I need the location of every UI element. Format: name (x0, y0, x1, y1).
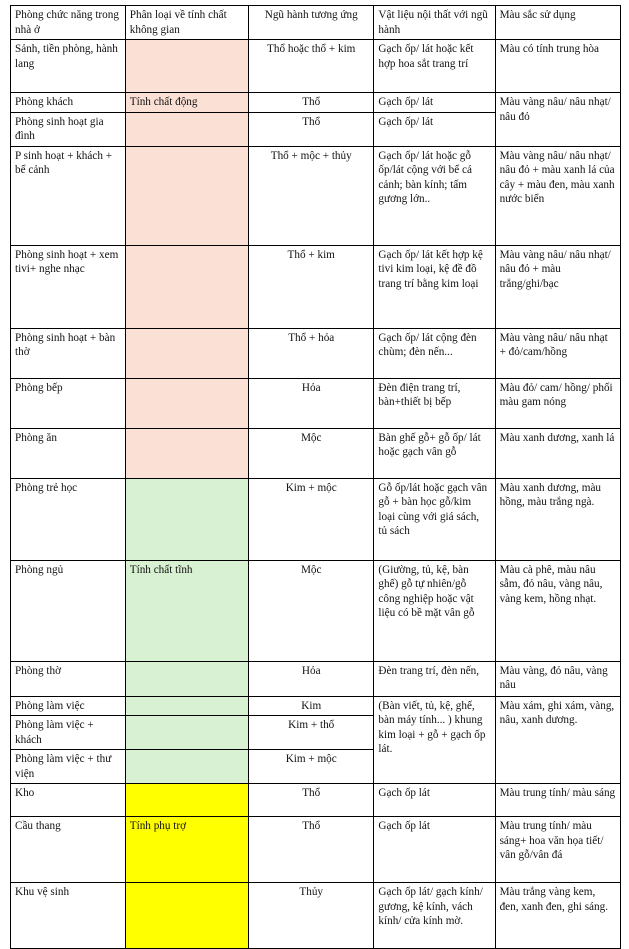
element-cell: Mộc (249, 428, 374, 478)
element-cell: Thổ (249, 93, 374, 113)
color-cell: Màu trắng vàng kem, đen, xanh đen, ghi sáng. (495, 883, 620, 949)
header-material: Vật liệu nội thất với ngũ hành (374, 6, 495, 40)
material-cell: Gạch ốp/ lát cộng đèn chùm; đèn nến... (374, 328, 495, 378)
room-cell: Phòng bếp (11, 378, 126, 428)
table-row (11, 40, 621, 93)
color-cell: Màu đỏ/ cam/ hồng/ phối màu gam nóng (495, 378, 620, 428)
room-cell: Phòng làm việc + thư viện (11, 750, 126, 784)
color-cell: Màu xanh dương, màu hồng, màu trắng ngà. (495, 478, 620, 560)
room-cell: Kho (11, 784, 126, 817)
element-cell: Thổ hoặc thổ + kim (249, 40, 374, 93)
room-cell: Phòng ăn (11, 428, 126, 478)
element-cell: Thổ + kim (249, 245, 374, 328)
material-cell: Gạch ốp/ lát hoặc gỗ ốp/lát cộng với bể cá cảnh; bàn kính; tấm gương lớn.. (374, 146, 495, 245)
classification-cell (125, 328, 248, 378)
table-row (11, 661, 621, 696)
material-cell: Gạch ốp/ lát hoặc kết hợp hoa sắt trang trí (374, 40, 495, 93)
element-cell: Thủy (249, 883, 374, 949)
element-cell: Hỏa (249, 378, 374, 428)
room-cell: Phòng thờ (11, 661, 126, 696)
group-label-static: Tính chất tĩnh (129, 563, 193, 576)
material-cell: Gạch ốp/ lát kết hợp kệ tivi kim loại, kệ đề đồ trang trí bằng kim loại (374, 245, 495, 328)
classification-cell (125, 478, 248, 560)
element-cell: Kim + mộc (249, 750, 374, 784)
room-cell: Cầu thang (11, 817, 126, 883)
classification-cell (125, 696, 248, 716)
room-cell: Phòng ngủ (11, 560, 126, 661)
material-cell: Đèn điện trang trí, bàn+thiết bị bếp (374, 378, 495, 428)
material-cell: Gạch ốp lát/ gạch kính/ gương, kệ kính, vách kính/ cửa kính mờ. (374, 883, 495, 949)
group-label-dynamic: Tính chất động (129, 96, 198, 108)
feng-shui-room-table (10, 5, 621, 949)
room-cell: P sinh hoạt + khách + bể cảnh (11, 146, 126, 245)
classification-cell (125, 245, 248, 328)
element-cell: Kim + thổ (249, 716, 374, 750)
element-cell: Kim (249, 696, 374, 716)
table-row (11, 378, 621, 428)
color-cell: Màu trung tính/ màu sáng+ hoa văn họa tiết/ vân gỗ/vân đá (495, 817, 620, 883)
table-row (11, 428, 621, 478)
color-cell: Màu xanh dương, xanh lá (495, 428, 620, 478)
table-row (11, 93, 621, 113)
classification-cell (125, 883, 248, 949)
table-row (11, 478, 621, 560)
classification-cell (125, 661, 248, 696)
classification-cell (125, 784, 248, 817)
room-cell: Khu vệ sinh (11, 883, 126, 949)
classification-cell (125, 817, 248, 883)
material-cell: Bàn ghế gỗ+ gỗ ốp/ lát hoặc gạch vân gỗ (374, 428, 495, 478)
header-row (11, 6, 621, 40)
table-row (11, 883, 621, 949)
color-cell: Màu cà phê, màu nâu sẫm, đỏ nâu, vàng nâu, vàng kem, hồng nhạt. (495, 560, 620, 661)
classification-cell (125, 112, 248, 146)
material-cell: Đèn trang trí, đèn nến, (374, 661, 495, 696)
room-cell: Phòng khách (11, 93, 126, 113)
table-row (11, 696, 621, 716)
room-cell: Phòng sinh hoạt + xem tivi+ nghe nhạc (11, 245, 126, 328)
classification-cell (125, 378, 248, 428)
room-cell: Phòng làm việc + khách (11, 716, 126, 750)
classification-cell (125, 716, 248, 750)
header-classification: Phân loại về tính chất không gian (125, 6, 248, 40)
table-row (11, 245, 621, 328)
room-cell: Sảnh, tiền phòng, hành lang (11, 40, 126, 93)
header-element: Ngũ hành tương ứng (249, 6, 374, 40)
color-cell: Màu vàng nâu/ nâu nhạt/ nâu đỏ + màu xanh lá của cây + màu đen, màu xanh nước biển (495, 146, 620, 245)
classification-cell (125, 40, 248, 93)
color-cell: Màu có tính trung hòa (495, 40, 620, 93)
material-cell: (Bàn viết, tủ, kệ, ghế, bàn máy tính... ) khung kim loại + gỗ + gạch ốp lát. (374, 696, 495, 784)
table-row (11, 146, 621, 245)
table-row (11, 560, 621, 661)
group-label-auxiliary: Tính phụ trợ (129, 820, 187, 832)
element-cell: Thổ + mộc + thủy (249, 146, 374, 245)
table-row (11, 784, 621, 817)
classification-cell (125, 146, 248, 245)
room-cell: Phòng sinh hoạt + bàn thờ (11, 328, 126, 378)
color-cell: Màu xám, ghi xám, vàng, nâu, xanh dương. (495, 696, 620, 784)
table-row (11, 328, 621, 378)
room-cell: Phòng sinh hoạt gia đình (11, 112, 126, 146)
color-cell: Màu trung tính/ màu sáng (495, 784, 620, 817)
element-cell: Thổ + hỏa (249, 328, 374, 378)
element-cell: Hỏa (249, 661, 374, 696)
material-cell: Gỗ ốp/lát hoặc gạch vân gỗ + bàn học gỗ/kim loại cùng với giá sách, tủ sách (374, 478, 495, 560)
element-cell: Kim + mộc (249, 478, 374, 560)
classification-cell (125, 750, 248, 784)
element-cell: Thổ (249, 817, 374, 883)
table-row (11, 817, 621, 883)
color-cell: Màu vàng, đỏ nâu, vàng nâu (495, 661, 620, 696)
header-room: Phòng chức năng trong nhà ở (11, 6, 126, 40)
room-cell: Phòng làm việc (11, 696, 126, 716)
element-cell: Mộc (249, 560, 374, 661)
room-cell: Phòng trẻ học (11, 478, 126, 560)
classification-cell (125, 560, 248, 661)
material-cell: Gạch ốp lát (374, 817, 495, 883)
color-cell: Màu vàng nâu/ nâu nhạt/ nâu đỏ (495, 93, 620, 147)
color-cell: Màu vàng nâu/ nâu nhạt/ nâu đỏ + màu trắng/ghi/bạc (495, 245, 620, 328)
element-cell: Thổ (249, 112, 374, 146)
element-cell: Thổ (249, 784, 374, 817)
material-cell: Gạch ốp/ lát (374, 112, 495, 146)
material-cell: Gạch ốp/ lát (374, 93, 495, 113)
classification-cell (125, 93, 248, 113)
classification-cell (125, 428, 248, 478)
color-cell: Màu vàng nâu/ nâu nhạt + đỏ/cam/hồng (495, 328, 620, 378)
material-cell: (Giường, tủ, kệ, bàn ghế) gỗ tự nhiên/gỗ công nghiệp hoặc vật liệu có bề mặt vân gỗ (374, 560, 495, 661)
material-cell: Gạch ốp lát (374, 784, 495, 817)
header-color: Màu sắc sử dụng (495, 6, 620, 40)
